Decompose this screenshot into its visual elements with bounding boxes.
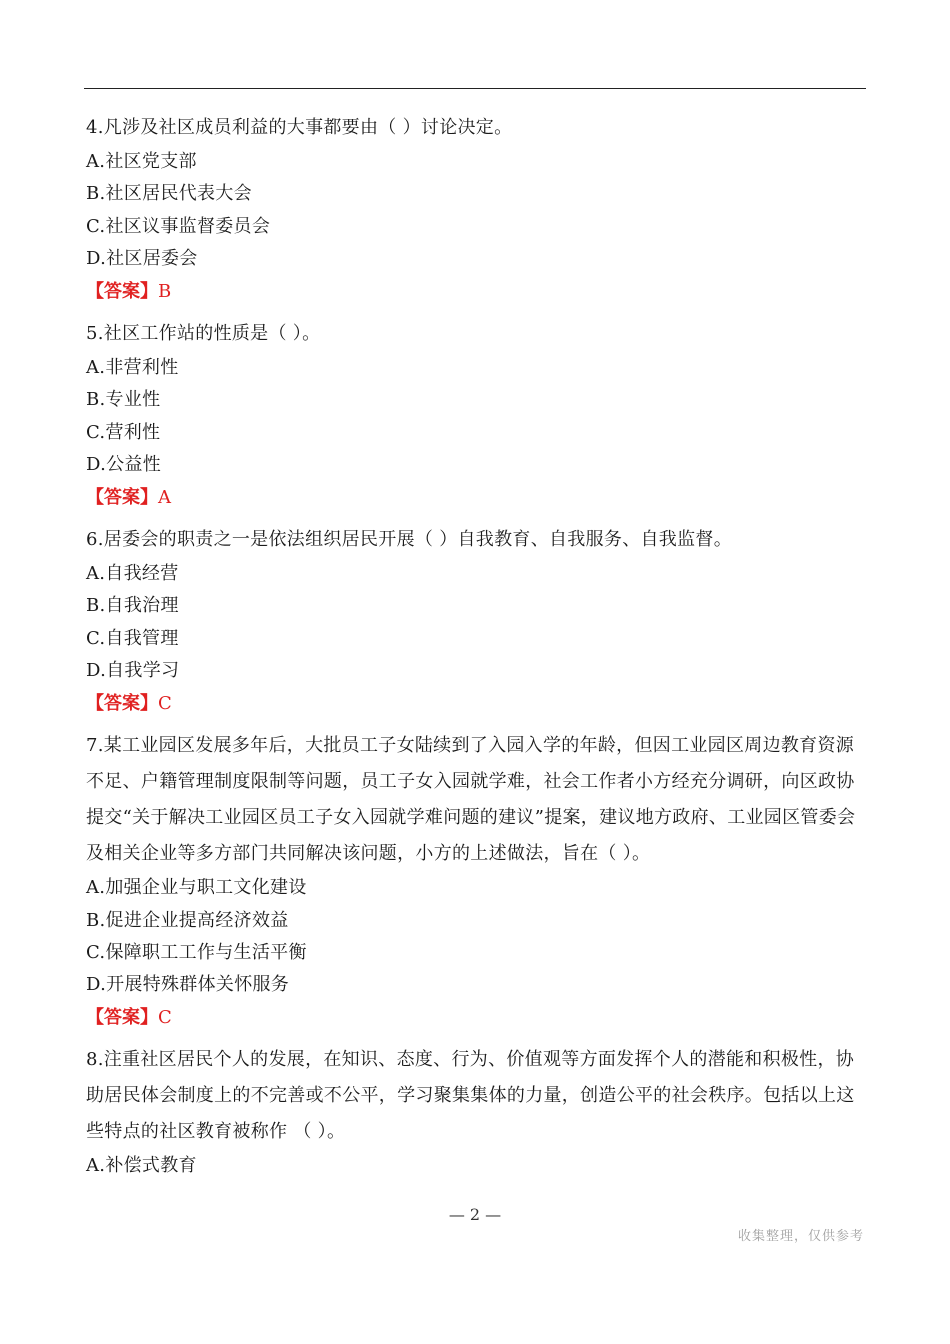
option-b: B.专业性 bbox=[86, 389, 161, 411]
option-c: C.社区议事监督委员会 bbox=[86, 215, 271, 237]
answer-line bbox=[86, 688, 866, 720]
question-list bbox=[86, 110, 866, 1185]
option-b: B.自我治理 bbox=[86, 595, 179, 617]
option-a: A.自我经营 bbox=[86, 563, 179, 585]
question-5 bbox=[86, 316, 866, 514]
answer-line bbox=[86, 482, 866, 514]
option-c: C.自我管理 bbox=[86, 627, 179, 649]
option-c: C.保障职工工作与生活平衡 bbox=[86, 941, 307, 963]
answer-label: 【答案】 bbox=[86, 692, 158, 714]
option-d: D.公益性 bbox=[86, 454, 162, 476]
answer-line bbox=[86, 276, 866, 308]
footer-note: 收集整理，仅供参考 bbox=[737, 1229, 864, 1244]
question-stem: 5.社区工作站的性质是（ ）。 bbox=[86, 323, 321, 345]
answer-label: 【答案】 bbox=[86, 280, 158, 302]
page-number: — 2 — bbox=[448, 1205, 502, 1224]
answer-label: 【答案】 bbox=[86, 486, 158, 508]
option-d: D.社区居委会 bbox=[86, 248, 198, 270]
header-rule bbox=[84, 88, 866, 89]
question-7 bbox=[86, 728, 866, 1034]
answer-value: B bbox=[158, 280, 172, 302]
option-a: A.加强企业与职工文化建设 bbox=[86, 877, 307, 899]
option-d: D.开展特殊群体关怀服务 bbox=[86, 974, 290, 996]
question-stem: 8.注重社区居民个人的发展，在知识、态度、行为、价值观等方面发挥个人的潜能和积极性，协助居民体会制度上的不完善或不公平，学习聚集集体的力量，创造公平的社会秩序。包括以上这些特点的社区教育被称作 （ ）。 bbox=[86, 1049, 855, 1143]
option-a: A.补偿式教育 bbox=[86, 1155, 197, 1177]
answer-label: 【答案】 bbox=[86, 1006, 158, 1028]
question-6 bbox=[86, 522, 866, 720]
question-8 bbox=[86, 1042, 866, 1182]
question-stem: 6.居委会的职责之一是依法组织居民开展（ ）自我教育、自我服务、自我监督。 bbox=[86, 529, 732, 551]
answer-value: C bbox=[158, 1006, 172, 1028]
option-b: B.社区居民代表大会 bbox=[86, 183, 252, 205]
option-a: A.社区党支部 bbox=[86, 151, 197, 172]
answer-line bbox=[86, 1002, 866, 1034]
option-b: B.促进企业提高经济效益 bbox=[86, 909, 289, 931]
answer-value: C bbox=[158, 692, 172, 714]
question-stem: 4.凡涉及社区成员利益的大事都要由（ ）讨论决定。 bbox=[86, 117, 513, 138]
option-d: D.自我学习 bbox=[86, 660, 180, 682]
option-a: A.非营利性 bbox=[86, 357, 179, 379]
option-c: C.营利性 bbox=[86, 421, 161, 443]
answer-value: A bbox=[158, 486, 171, 508]
question-4 bbox=[86, 110, 866, 308]
question-stem: 7.某工业园区发展多年后，大批员工子女陆续到了入园入学的年龄，但因工业园区周边教育资源不足、户籍管理制度限制等问题，员工子女入园就学难，社会工作者小方经充分调研，向区政协提交“关于解决工业园区员工子女入园就学难问题的建议”提案，建议地方政府、工业园区管委会及相关企业等多方部门共同解决该问题，小方的上述做法，旨在（ ）。 bbox=[86, 735, 856, 865]
